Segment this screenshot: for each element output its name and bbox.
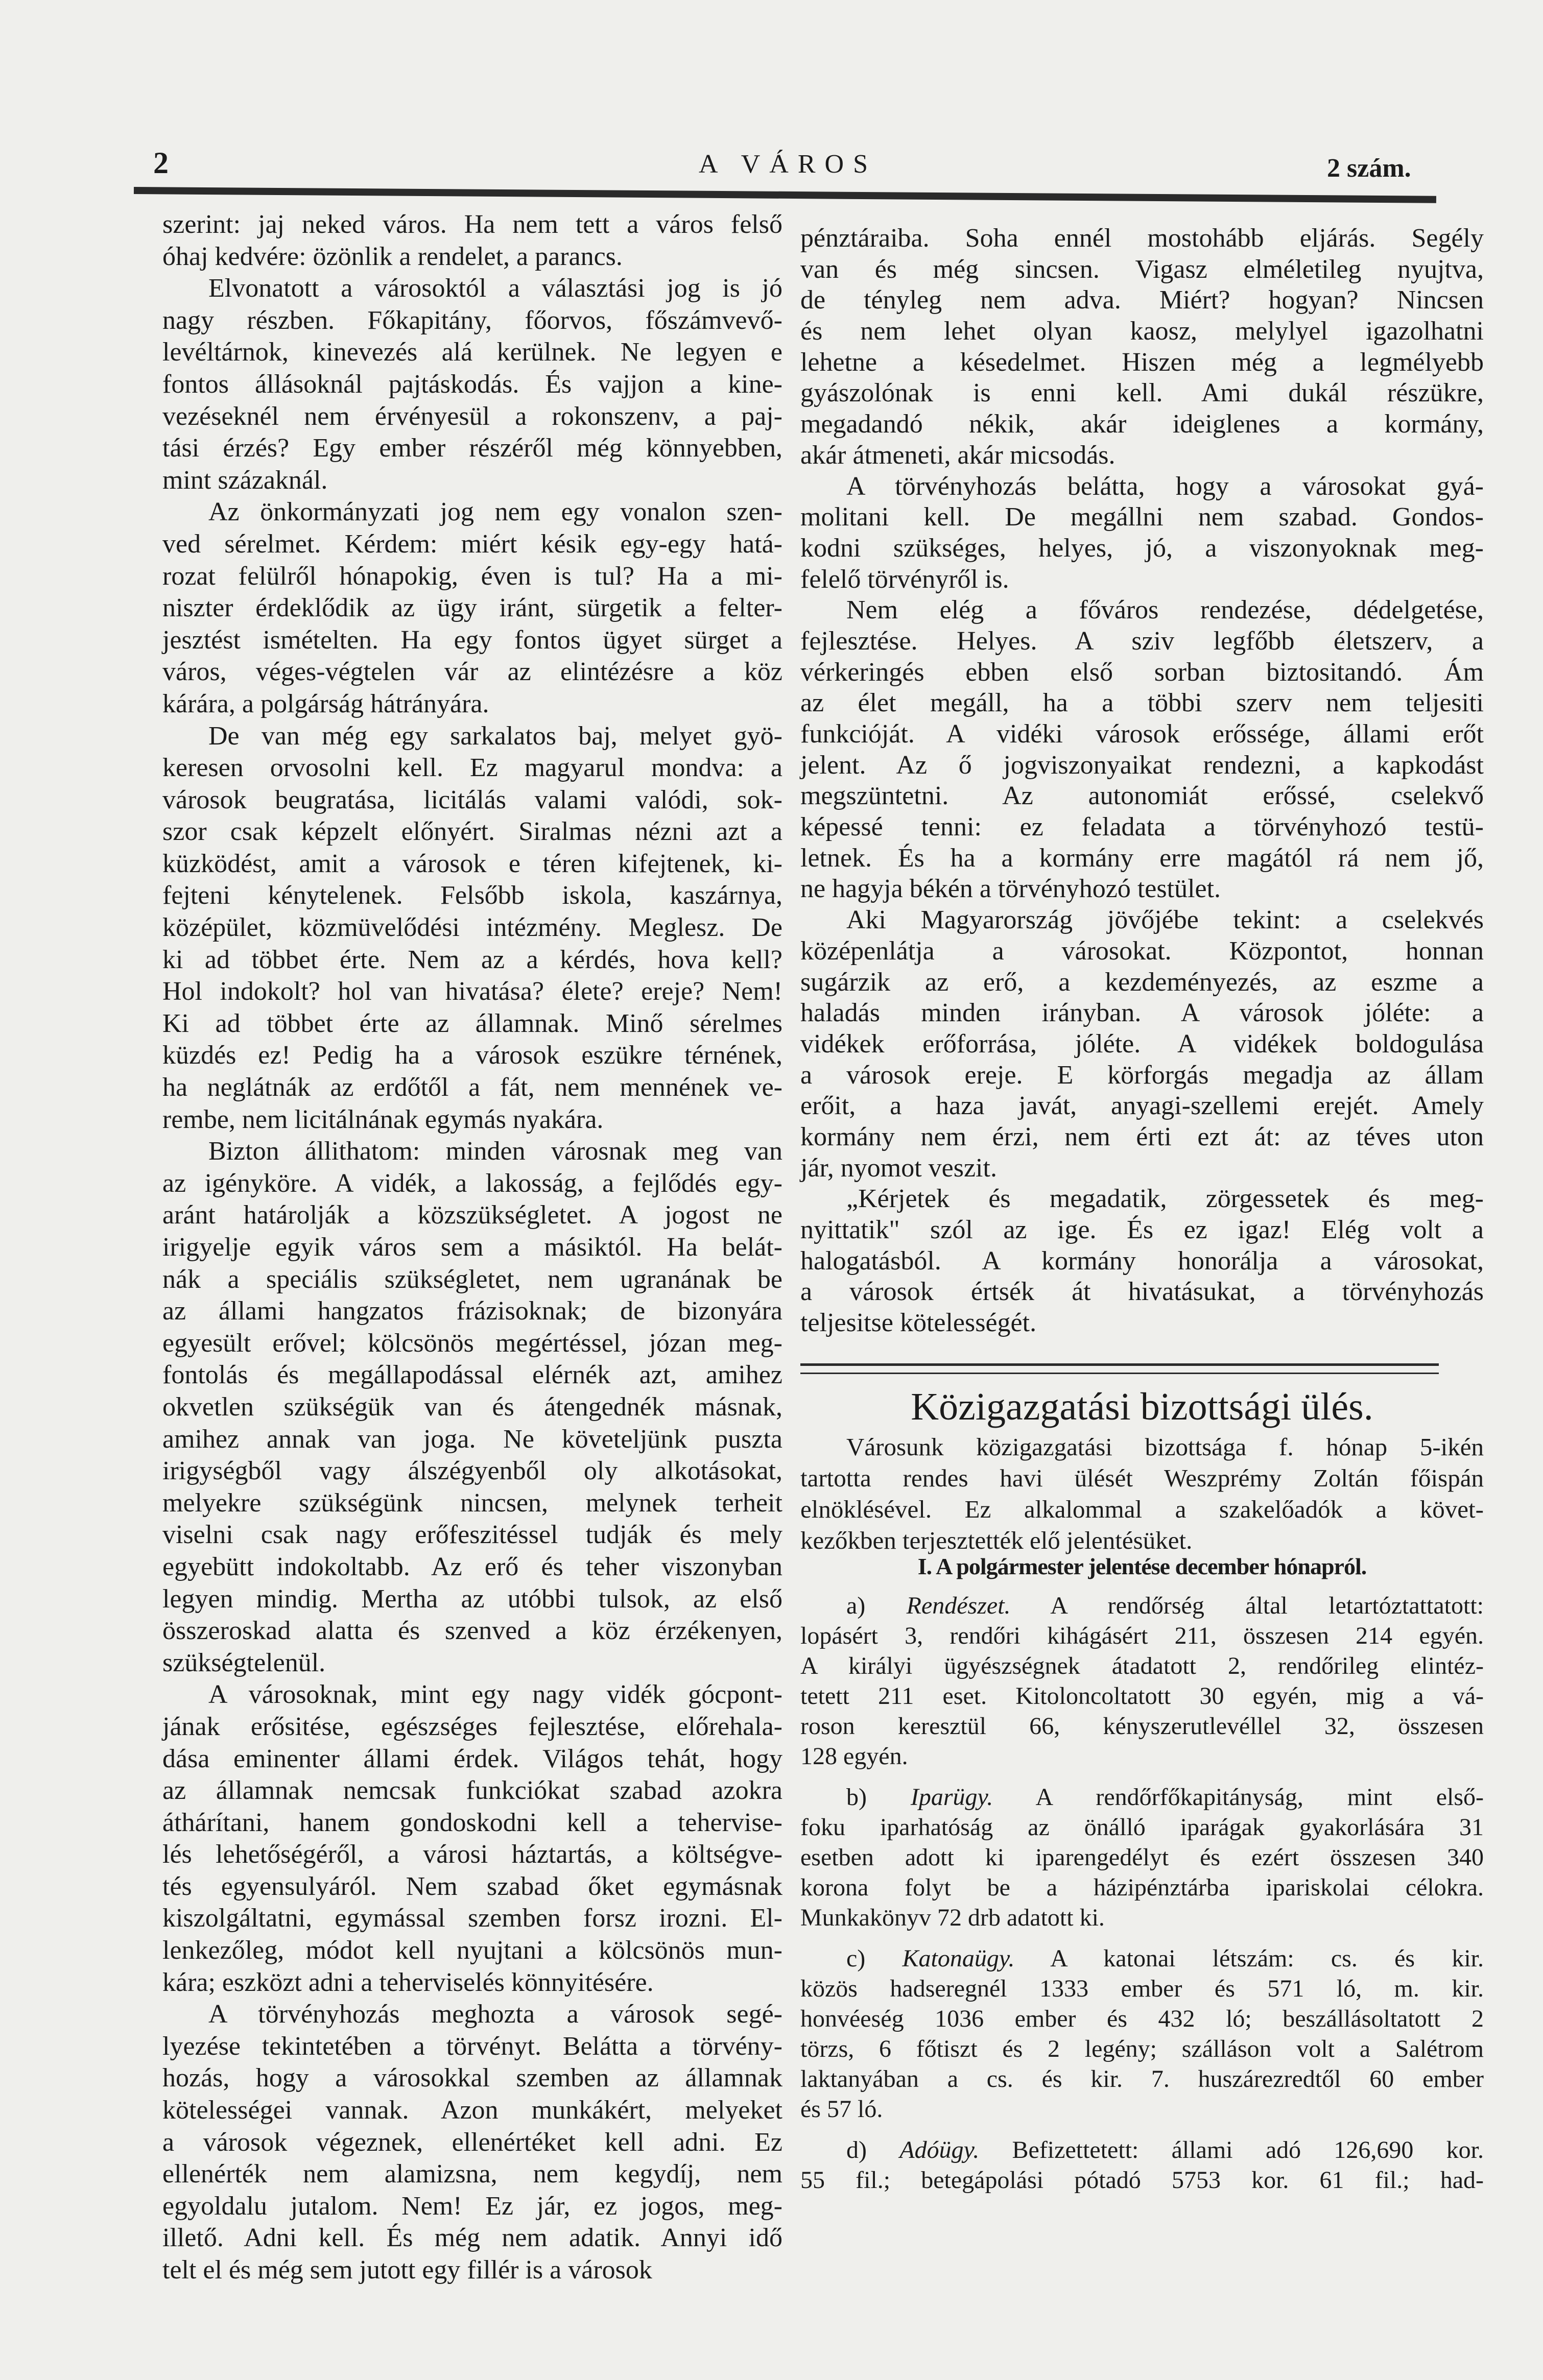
text-line: a városok ereje. E körforgás megadja az állam — [800, 1060, 1484, 1090]
text-line: kára; eszközt adni a teherviselés könnyitésére. — [162, 1967, 654, 1997]
issue-number: 2 szám. — [1327, 154, 1411, 183]
text-line: irigyelje egyik város sem a másiktól. Ha belát- — [162, 1233, 782, 1262]
text-line: város, véges-végtelen vár az elintézésre a köz — [162, 657, 782, 687]
text-line: vidékek erőforrása, jóléte. A vidékek boldogulása — [800, 1029, 1484, 1059]
text-line: középenlátja a városokat. Központot, honnan — [800, 936, 1484, 966]
text-line: jelent. Az ő jogviszonyaikat rendezni, a kapkodást — [800, 750, 1484, 780]
text-line: szükségtelenül. — [162, 1648, 326, 1677]
text-line: laktanyában a cs. és kir. 7. huszárezredtől 60 ember — [800, 2065, 1484, 2093]
right-column — [800, 223, 1484, 1339]
text-line: összeroskad alatta és szenved a köz érzékenyen, — [162, 1616, 782, 1646]
paragraph — [162, 720, 782, 1136]
text-line: megszüntetni. Az autonomiát erőssé, cselekvő — [800, 781, 1484, 811]
text-line: rozat felülről hónapokig, éven is tul? Ha a mi- — [162, 561, 782, 591]
text-line: haladás minden irányban. A városok jóléte: a — [800, 998, 1484, 1028]
paragraph — [162, 496, 782, 720]
report-subheading: I. A polgármester jelentése december hónapról. — [917, 1553, 1367, 1579]
text-line: óhaj kedvére: özönlik a rendelet, a parancs. — [162, 242, 623, 271]
text-line: 128 egyén. — [800, 1743, 908, 1770]
text-line: Hol indokolt? hol van hivatása? élete? ereje? Nem! — [162, 977, 782, 1006]
text-line: fontos állásoknál pajtáskodás. És vajjon a kine- — [162, 369, 782, 399]
header-rule — [134, 187, 1436, 203]
text-line: lehetne a késedelmet. Hiszen még a legmélyebb — [800, 347, 1484, 377]
text-line: az államnak nemcsak funkciókat szabad azokra — [162, 1776, 782, 1806]
text-line: fejlesztése. Helyes. A sziv legfőbb életszerv, a — [800, 626, 1484, 656]
text-line: legyen mindig. Mertha az utóbbi tulsok, az első — [162, 1584, 782, 1614]
text-line: a városok értsék át hivatásukat, a törvényhozás — [800, 1277, 1484, 1307]
text-line: foku iparhatóság az önálló iparágak gyakorlására 31 — [800, 1814, 1484, 1841]
text-line: nák a speciális szükségletet, nem ugranának be — [162, 1264, 782, 1294]
text-line: pénztáraiba. Soha ennél mostohább eljárás. Segély — [800, 224, 1484, 253]
item-marker: b) — [846, 1784, 911, 1811]
section-label: Adóügy. — [899, 2136, 980, 2163]
text-line: jesztést ismételten. Ha egy fontos ügyet sürget a — [162, 625, 782, 655]
text-line: ellenérték nem alamizsna, nem kegydíj, nem — [162, 2159, 782, 2189]
item-marker: a) — [846, 1592, 907, 1619]
text-line: A városoknak, mint egy nagy vidék gócpont- — [208, 1680, 782, 1710]
text-line: molitani kell. De megállni nem szabad. Gondos- — [800, 502, 1484, 532]
text-line: megadandó nékik, akár ideiglenes a kormány, — [800, 410, 1484, 439]
paragraph — [800, 2135, 1484, 2195]
text-line: illető. Adni kell. És még nem adatik. Annyi idő — [162, 2223, 782, 2253]
text-line: 55 fil.; betegápolási pótadó 5753 kor. 61 fil.; had- — [800, 2167, 1484, 2194]
newspaper-title: A VÁROS — [699, 150, 877, 179]
paragraph — [800, 223, 1484, 471]
item-text: A rendőrfőkapitányság, mint első- — [993, 1784, 1484, 1811]
text-line: De van még egy sarkalatos baj, melyet gyö- — [208, 721, 782, 751]
text-line: letnek. És ha a kormány erre magától rá nem jő, — [800, 843, 1484, 873]
text-line: telt el és még sem jutott egy fillér is a városok — [162, 2255, 652, 2285]
text-line: szor csak képzelt előnyért. Siralmas nézni azt a — [162, 817, 782, 847]
text-line: az élet megáll, ha a többi szerv nem teljesiti — [800, 688, 1484, 718]
text-line: az igényköre. A vidék, a lakosság, a fejlődés egy- — [162, 1168, 782, 1198]
text-line: Munkakönyv 72 drb adatott ki. — [800, 1904, 1105, 1931]
text-line: vezéseknél nem érvényesül a rokonszenv, a paj- — [162, 401, 782, 431]
text-line: Aki Magyarország jövőjébe tekint: a cselekvés — [846, 905, 1484, 935]
text-line: lenkezőleg, módot kell nyujtani a kölcsönös mun- — [162, 1936, 782, 1965]
text-line: egyebütt indokoltabb. Az erő és teher viszonyban — [162, 1552, 782, 1581]
text-line: A törvényhozás belátta, hogy a városokat gyá- — [846, 471, 1484, 501]
text-line: halogatásból. A kormány honorálja a városokat, — [800, 1246, 1484, 1276]
text-line: mint százaknál. — [162, 465, 328, 495]
text-line: roson keresztül 66, kényszerutlevéllel 32, összesen — [800, 1713, 1484, 1740]
text-line: okvetlen szükségük van és átengednék másnak, — [162, 1392, 782, 1422]
text-line: erőit, a haza javát, anyagi-szellemi erejét. Amely — [800, 1091, 1484, 1121]
section-label: Katonaügy. — [902, 1945, 1015, 1972]
text-line: honvéeség 1036 ember és 432 ló; beszállásoltatott 2 — [800, 2005, 1484, 2032]
text-line: dása eminenter állami érdek. Világos tehát, hogy — [162, 1744, 782, 1773]
text-line: de tényleg nem adva. Miért? hogyan? Nincsen — [800, 285, 1484, 315]
text-line — [800, 1591, 1484, 1621]
text-line: és 57 ló. — [800, 2096, 883, 2123]
text-line: nyittatik" szól az ige. És ez igaz! Elég volt a — [800, 1215, 1484, 1244]
text-line: egyesült erővel; kölcsönös megértéssel, józan meg- — [162, 1328, 782, 1358]
text-line: esetben adott ki iparengedélyt és ezért összesen 340 — [800, 1844, 1484, 1871]
item-marker: c) — [846, 1945, 903, 1972]
text-line: kiszolgáltatni, egymással szemben forsz irozni. El- — [162, 1904, 782, 1933]
text-line: kárára, a polgárság hátrányára. — [162, 689, 489, 718]
text-line: lés lehetőségéről, a városi háztartás, a költségve- — [162, 1840, 782, 1869]
text-line: niszter érdeklődik az ügy iránt, sürgetik a felter- — [162, 593, 782, 623]
paragraph — [800, 1782, 1484, 1933]
text-line: fontolás és megállapodással elérnék azt, amihez — [162, 1360, 782, 1390]
paragraph — [800, 1184, 1484, 1338]
text-line: ne hagyja békén a törvényhozó testület. — [800, 874, 1221, 904]
text-line: tási érzés? Egy ember részéről még könnyebben, — [162, 434, 782, 463]
text-line: aránt határolják a közszükségletet. A jogost ne — [162, 1200, 782, 1230]
item-marker: d) — [846, 2136, 900, 2163]
text-line: kezőkben terjesztették elő jelentésüket. — [800, 1526, 1193, 1554]
paragraph — [800, 905, 1484, 1184]
text-line: Elvonatott a városoktól a választási jog is jó — [208, 274, 782, 303]
text-line: viselni csak nagy erőfeszitéssel tudják és mely — [162, 1520, 782, 1550]
text-line: kormány nem érzi, nem érti ezt át: az téves uton — [800, 1122, 1484, 1151]
text-line: sugárzik az erő, a kezdeményezés, az eszme a — [800, 967, 1484, 997]
text-line: kötelességei vannak. Azon munkákért, melyeket — [162, 2096, 782, 2125]
paragraph — [162, 1679, 782, 1999]
text-line: levéltárnok, kinevezés alá kerülnek. Ne legyen e — [162, 338, 782, 367]
text-line: amihez annak van joga. Ne követeljünk puszta — [162, 1424, 782, 1454]
text-line: az állami hangzatos frázisoknak; de bizonyára — [162, 1296, 782, 1326]
paragraph — [162, 1136, 782, 1679]
text-line: funkcióját. A vidéki városok erőssége, állami erőt — [800, 719, 1484, 749]
text-line: fejteni kénytelenek. Felsőbb iskola, kaszárnya, — [162, 881, 782, 910]
text-line: kodni szükséges, helyes, jó, a viszonyoknak meg- — [800, 533, 1484, 563]
paragraph — [800, 1591, 1484, 1771]
text-line: ki ad többet érte. Nem az a kérdés, hova kell? — [162, 945, 782, 974]
section-divider — [800, 1373, 1439, 1374]
item-text: Befizettetett: állami adó 126,690 kor. — [979, 2136, 1484, 2163]
paragraph — [800, 1943, 1484, 2124]
text-line: ha neglátnák az erdőtől a fát, nem mennének ve- — [162, 1073, 782, 1102]
left-column — [162, 209, 782, 2287]
item-text: A katonai létszám: cs. és kir. — [1014, 1945, 1484, 1972]
paragraph — [800, 471, 1484, 595]
section-divider — [800, 1363, 1439, 1366]
text-line: tartotta rendes havi ülését Weszprémy Zoltán főispán — [800, 1464, 1484, 1492]
section-label: Rendészet. — [906, 1592, 1011, 1619]
text-line: közös hadseregnél 1333 ember és 571 ló, m. kir. — [800, 1975, 1484, 2002]
paragraph — [162, 273, 782, 496]
text-line — [800, 1782, 1484, 1812]
text-line: lopásért 3, rendőri kihágásért 211, összesen 214 egyén. — [800, 1622, 1484, 1649]
text-line: teljesitse kötelességét. — [800, 1308, 1037, 1338]
text-line: egyoldalu jutalom. Nem! Ez jár, ez jogos, meg- — [162, 2191, 782, 2221]
text-line: tetett 211 eset. Kitoloncoltatott 30 egyén, mig a vá- — [800, 1682, 1484, 1710]
text-line: hozás, hogy a városokkal szemben az államnak — [162, 2063, 782, 2093]
text-line: elnöklésével. Ez alkalommal a szakelőadók a követ- — [800, 1495, 1484, 1523]
item-text: A rendőrség által letartóztattatott: — [1010, 1592, 1484, 1619]
text-line: A királyi ügyészségnek átadatott 2, rendőrileg elintéz- — [800, 1652, 1484, 1679]
text-line: küzdés ez! Pedig ha a városok eszükre térnének, — [162, 1041, 782, 1070]
article-intro — [800, 1431, 1484, 1556]
text-line: képessé tenni: ez feladata a törvényhozó testü- — [800, 812, 1484, 842]
text-line: küzködést, amit a városok e téren kifejtenek, ki- — [162, 849, 782, 878]
text-line: Az önkormányzati jog nem egy vonalon szen- — [208, 497, 782, 527]
text-line: van és még sincsen. Vigasz elméletileg nyujtva, — [800, 254, 1484, 284]
report-sections — [800, 1591, 1484, 2195]
page-number: 2 — [153, 146, 169, 180]
article-heading: Közigazgatási bizottsági ülés. — [911, 1385, 1373, 1428]
text-line: jának erősitése, egészséges fejlesztése, előrehala- — [162, 1712, 782, 1741]
text-line: a városok végeznek, ellenértéket kell adni. Ez — [162, 2127, 782, 2157]
paragraph — [800, 1431, 1484, 1556]
text-line: A törvényhozás meghozta a városok segé- — [208, 2000, 782, 2029]
text-line: és nem lehet olyan kaosz, melylyel igazolhatni — [800, 317, 1484, 346]
text-line: vérkeringés ebben első sorban biztositandó. Ám — [800, 657, 1484, 687]
text-line: törzs, 6 főtiszt és 2 legény; szálláson volt a Salétrom — [800, 2035, 1484, 2062]
paragraph — [162, 209, 782, 273]
text-line — [800, 2135, 1484, 2165]
text-line: szerint: jaj neked város. Ha nem tett a város felső — [162, 210, 782, 239]
text-line: lyezése tekintetében a törvényt. Belátta a törvény- — [162, 2031, 782, 2061]
text-line: irigységből vagy álszégyenből oly alkotásokat, — [162, 1456, 782, 1486]
text-line — [800, 1943, 1484, 1974]
text-line: keresen orvosolni kell. Ez magyarul mondva: a — [162, 753, 782, 783]
text-line: ved sérelmet. Kérdem: miért késik egy-egy hatá- — [162, 529, 782, 559]
text-line: Nem elég a főváros rendezése, dédelgetése, — [846, 595, 1484, 625]
text-line: gyászolónak is enni kell. Ami dukál részükre, — [800, 378, 1484, 408]
text-line: rembe, nem licitálnának egymás nyakára. — [162, 1104, 604, 1134]
paragraph — [162, 1999, 782, 2286]
text-line: áthárítani, hanem gondoskodni kell a tehervise- — [162, 1808, 782, 1837]
text-line: felelő törvényről is. — [800, 564, 1009, 594]
text-line: nagy részben. Főkapitány, főorvos, főszámvevő- — [162, 305, 782, 335]
text-line: melyekre szükségünk nincsen, melynek terheit — [162, 1488, 782, 1518]
text-line: „Kérjetek és megadatik, zörgessetek és meg- — [846, 1184, 1484, 1214]
text-line: középület, közmüvelődési intézmény. Meglesz. De — [162, 913, 782, 943]
text-line: akár átmeneti, akár micsodás. — [800, 440, 1115, 470]
text-line: korona folyt be a házipénztárba ipariskolai célokra. — [800, 1874, 1484, 1901]
text-line: jár, nyomot veszit. — [800, 1153, 997, 1183]
text-line: Ki ad többet érte az államnak. Minő sérelmes — [162, 1008, 782, 1038]
section-label: Iparügy. — [910, 1784, 993, 1811]
text-line: Városunk közigazgatási bizottsága f. hónap 5-ikén — [846, 1433, 1484, 1461]
text-line: városok beugratása, licitálás valami valódi, sok- — [162, 785, 782, 814]
text-line: Bizton állithatom: minden városnak meg van — [208, 1137, 782, 1166]
text-line: tés egyensulyáról. Nem szabad őket egymásnak — [162, 1871, 782, 1901]
paragraph — [800, 595, 1484, 905]
